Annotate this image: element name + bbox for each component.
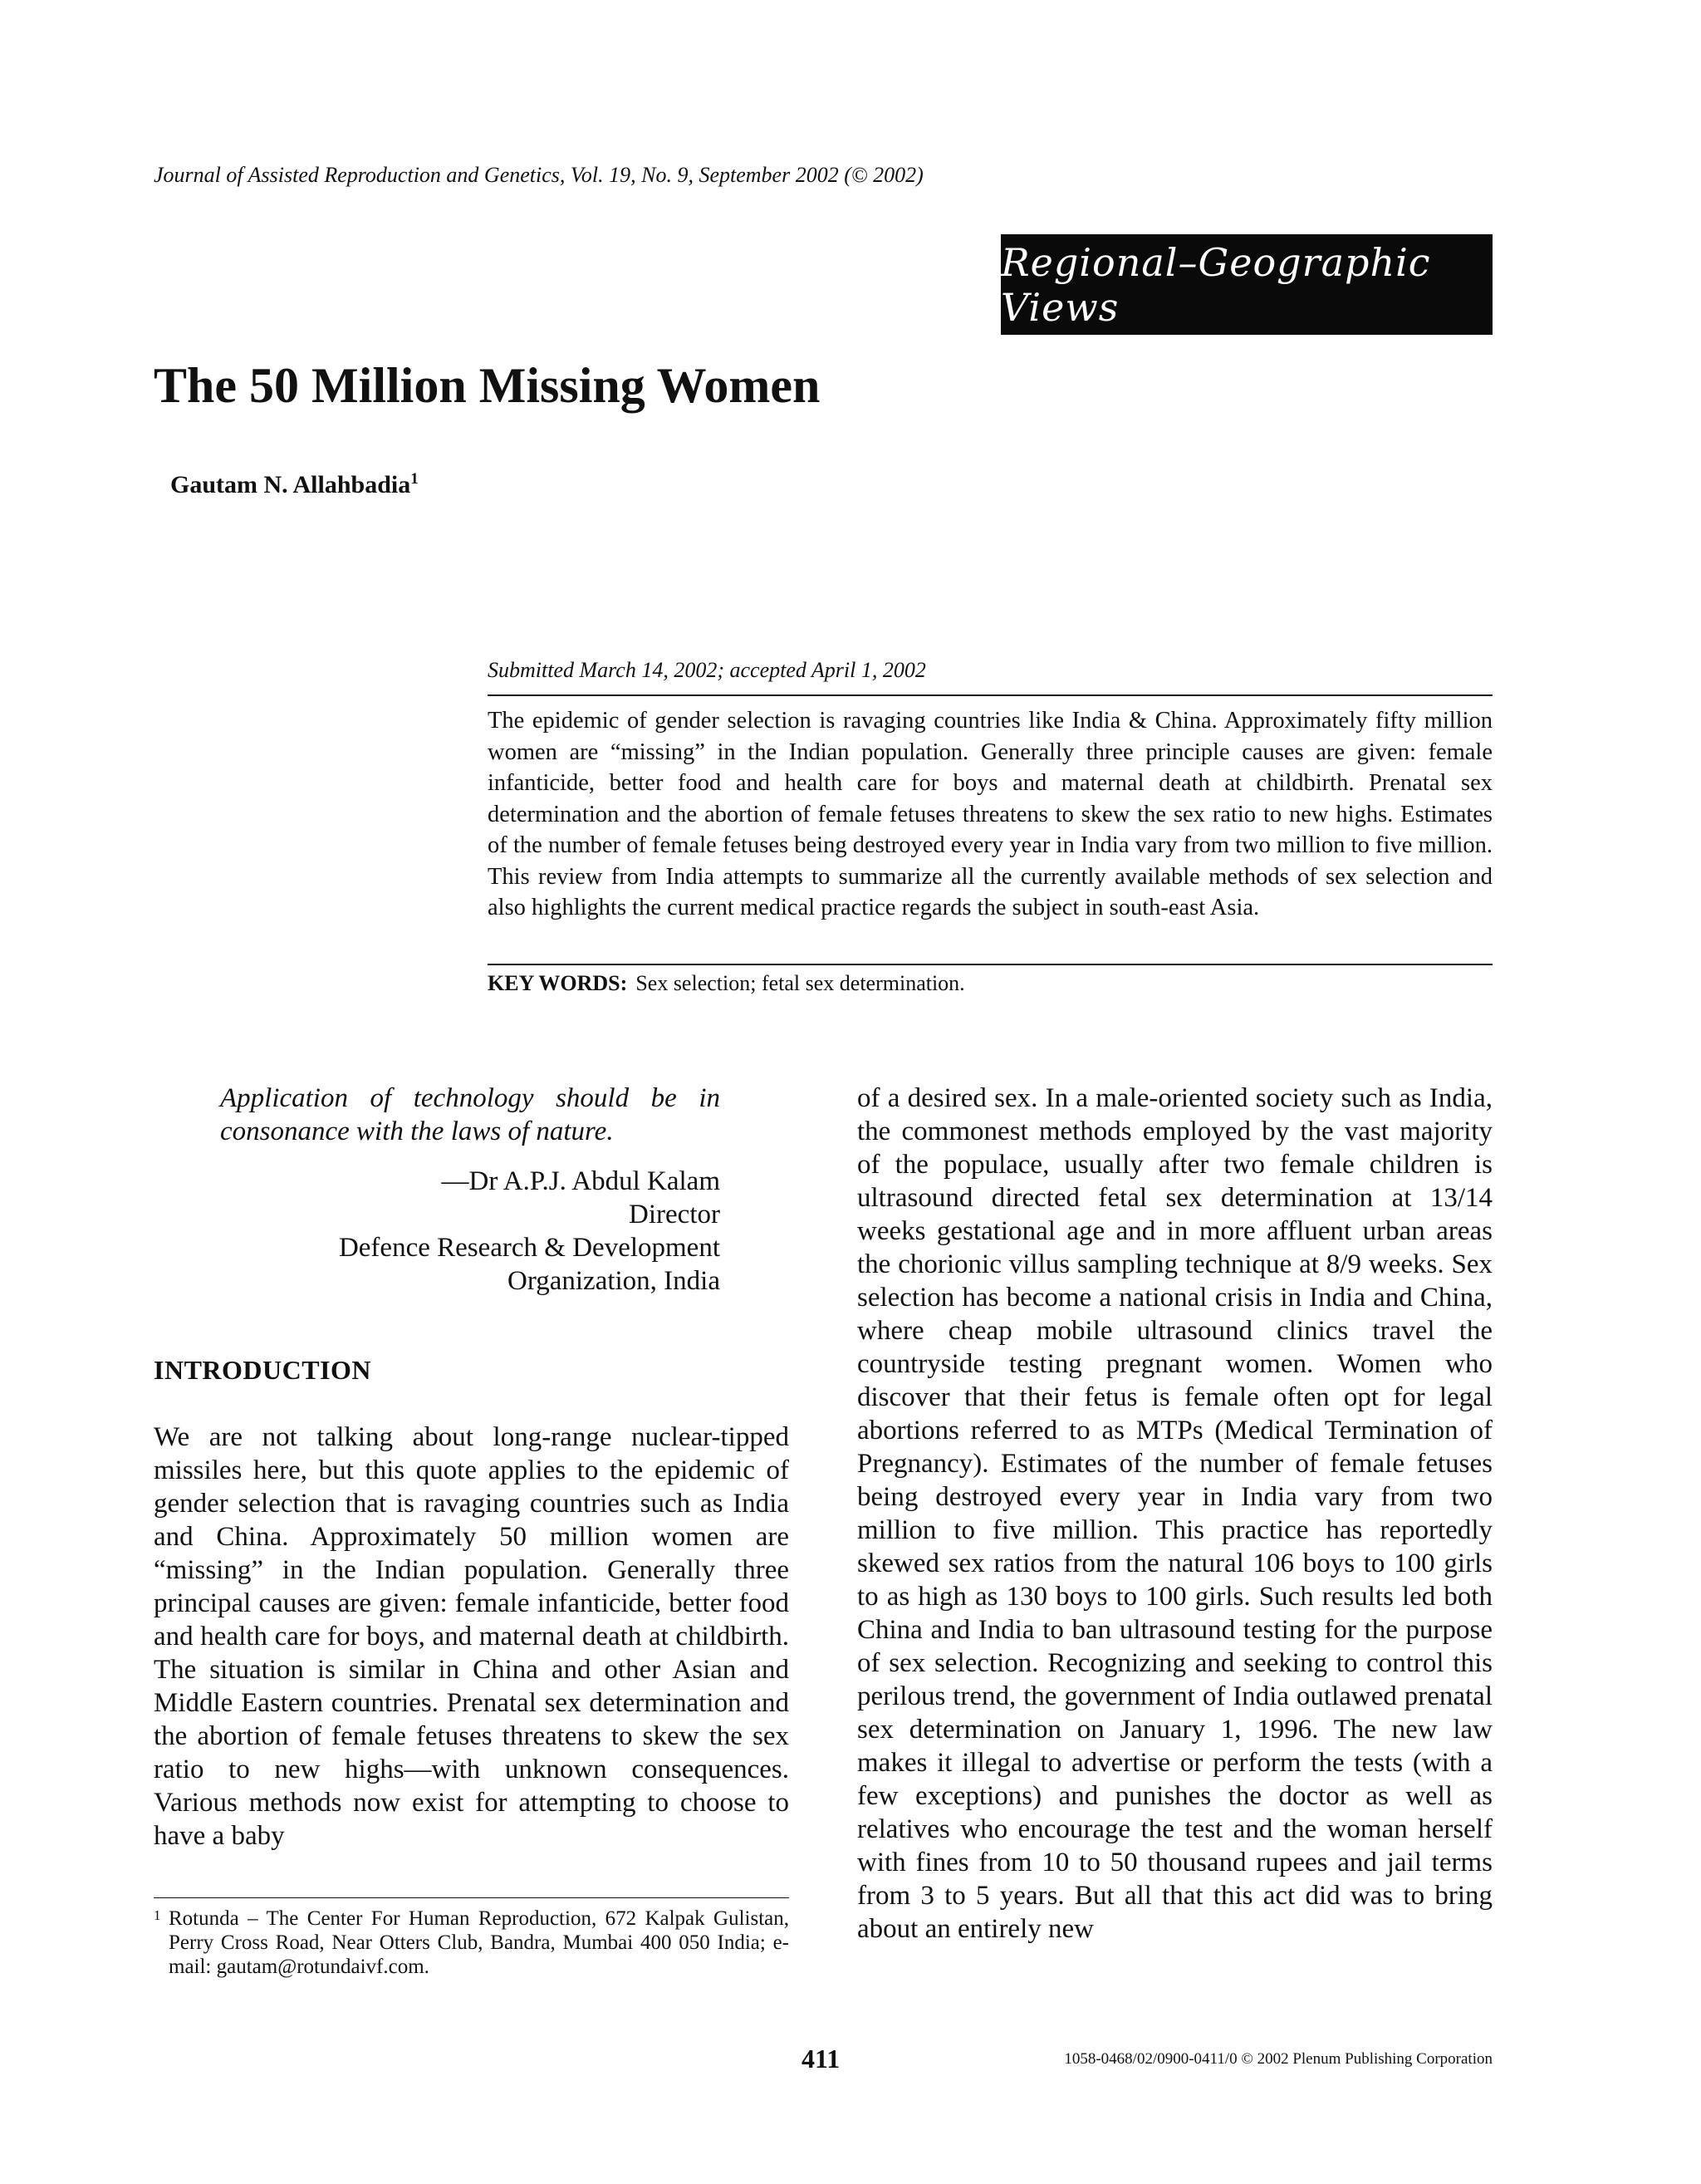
abstract-bottom-rule bbox=[488, 964, 1493, 965]
section-banner-label: Regional–Geographic Views bbox=[1001, 239, 1431, 330]
running-head: Journal of Assisted Reproduction and Genetics, Vol. 19, No. 9, September 2002 (© 2002) bbox=[154, 163, 924, 187]
article-title: The 50 Million Missing Women bbox=[154, 358, 821, 413]
abstract: The epidemic of gender selection is ravaging countries like India & China. Approximately fifty million women are “missing” in the Indian population. Generally three principle causes are given: female infanticide, better food and health care for boys and maternal death at childbirth. Prenatal sex determination and the abortion of female fetuses threatens to skew the sex ratio to new highs. Estimates of the number of female fetuses being destroyed every year in India vary from two million to five million. This review from India attempts to summarize all the currently available methods of sex selection and also highlights the current medical practice regards the subject in south-east Asia. bbox=[488, 708, 1493, 920]
epigraph-attribution bbox=[220, 1165, 720, 1298]
attribution-line: —Dr A.P.J. Abdul Kalam bbox=[441, 1166, 720, 1196]
keywords-label: KEY WORDS: bbox=[488, 971, 628, 995]
section-heading-introduction: INTRODUCTION bbox=[154, 1355, 372, 1385]
page-number: 411 bbox=[801, 2044, 841, 2074]
footnote-rule bbox=[154, 1897, 789, 1898]
abstract-top-rule bbox=[488, 694, 1493, 696]
footnote-text: Rotunda – The Center For Human Reproduction, 672 Kalpak Gulistan, Perry Cross Road, Near Otters Club, Bandra, Mumbai 400 050 India; e-mail: gautam@rotundaivf.com. bbox=[169, 1907, 789, 1978]
keywords bbox=[488, 971, 965, 996]
section-banner bbox=[1001, 234, 1493, 335]
attribution-line: Organization, India bbox=[507, 1266, 720, 1296]
author-line bbox=[170, 470, 419, 499]
attribution-line: Defence Research & Development bbox=[338, 1233, 720, 1263]
epigraph-quote: Application of technology should be in consonance with the laws of nature. bbox=[220, 1083, 720, 1146]
attribution-line: Director bbox=[629, 1200, 720, 1229]
keywords-list: Sex selection; fetal sex determination. bbox=[635, 971, 965, 995]
footnote-marker: 1 bbox=[154, 1907, 161, 1923]
author-name: Gautam N. Allahbadia bbox=[170, 471, 411, 498]
copyright-line: 1058-0468/02/0900-0411/0 © 2002 Plenum Publishing Corporation bbox=[1064, 2050, 1493, 2068]
author-affiliation-mark: 1 bbox=[410, 470, 419, 488]
body-text-left-column: We are not talking about long-range nuclear-tipped missiles here, but this quote applies to the epidemic of gender selection that is ravaging countries such as India and China. Approximately 50 million women are “missing” in the Indian population. Generally three principal causes are given: female infanticide, better food and health care for boys, and maternal death at childbirth. The situation is similar in China and other Asian and Middle Eastern countries. Prenatal sex determination and the abortion of female fetuses threatens to skew the sex ratio to new highs—with unknown consequences. Various methods now exist for attempting to choose to have a baby bbox=[154, 1422, 789, 1851]
submission-dates: Submitted March 14, 2002; accepted April 1, 2002 bbox=[488, 658, 926, 682]
body-text-right-column: of a desired sex. In a male-oriented society such as India, the commonest methods employed by the vast majority of the populace, usually after two female children is ultrasound directed fetal sex determination at 13/14 weeks gestational age and in more affluent urban areas the chorionic villus sampling technique at 8/9 weeks. Sex selection has become a national crisis in India and China, where cheap mobile ultrasound clinics travel the countryside testing pregnant women. Women who discover that their fetus is female often opt for legal abortions referred to as MTPs (Medical Termination of Pregnancy). Estimates of the number of female fetuses being destroyed every year in India vary from two million to five million. This practice has reportedly skewed sex ratios from the natural 106 boys to 100 girls to as high as 130 boys to 100 girls. Such results led both China and India to ban ultrasound testing for the purpose of sex selection. Recognizing and seeking to control this perilous trend, the government of India outlawed prenatal sex determination on January 1, 1996. The new law makes it illegal to advertise or perform the tests (with a few exceptions) and punishes the doctor as well as relatives who encourage the test and the woman herself with fines from 10 to 50 thousand rupees and jail terms from 3 to 5 years. But all that this act did was to bring about an entirely new bbox=[857, 1083, 1493, 1944]
footnote bbox=[154, 1907, 789, 1979]
